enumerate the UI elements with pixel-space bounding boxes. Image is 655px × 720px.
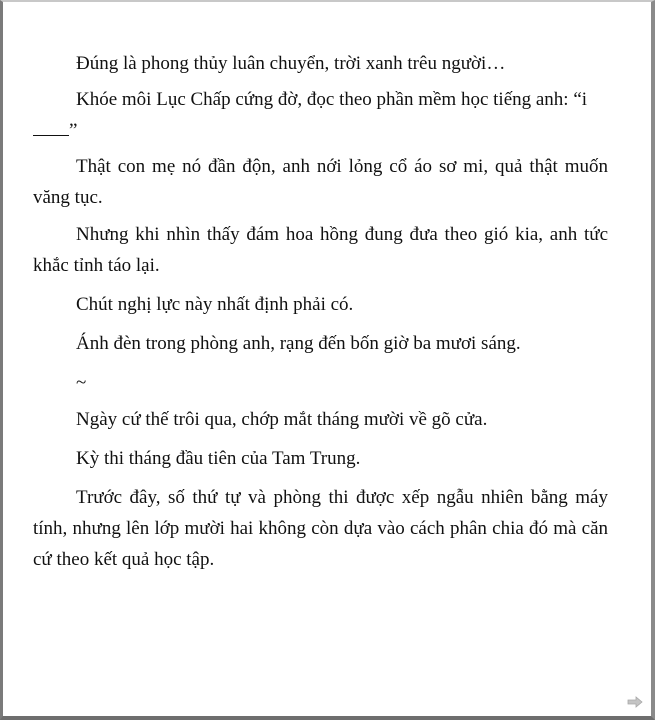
paragraph: Nhưng khi nhìn thấy đám hoa hồng đung đưa theo gió kia, anh tức khắc tỉnh táo lại. bbox=[33, 224, 608, 276]
paragraph: Chút nghị lực này nhất định phải có. bbox=[76, 294, 354, 315]
paragraph bbox=[33, 84, 608, 146]
paragraph: Thật con mẹ nó đần độn, anh nới lỏng cổ áo sơ mi, quả thật muốn văng tục. bbox=[33, 156, 608, 208]
document-page bbox=[33, 48, 608, 575]
arrow-right-icon[interactable] bbox=[627, 696, 643, 708]
scene-break: ~ bbox=[76, 372, 87, 393]
closing-quote: ” bbox=[69, 120, 78, 141]
fill-in-blank bbox=[33, 121, 69, 136]
paragraph: Đúng là phong thủy luân chuyển, trời xanh trêu người… bbox=[76, 53, 506, 74]
paragraph: Trước đây, số thứ tự và phòng thi được xếp ngẫu nhiên bằng máy tính, nhưng lên lớp mười hai không còn dựa vào cách phân chia đó mà căn cứ theo kết quả học tập. bbox=[33, 487, 608, 570]
paragraph: Ánh đèn trong phòng anh, rạng đến bốn giờ ba mươi sáng. bbox=[76, 333, 521, 354]
paragraph: Kỳ thi tháng đầu tiên của Tam Trung. bbox=[76, 448, 361, 469]
paragraph-text: Khóe môi Lục Chấp cứng đờ, đọc theo phần mềm học tiếng anh: “i bbox=[76, 89, 588, 110]
paragraph: Ngày cứ thế trôi qua, chớp mắt tháng mười về gõ cửa. bbox=[76, 409, 488, 430]
blank-line-row bbox=[0, 115, 77, 146]
